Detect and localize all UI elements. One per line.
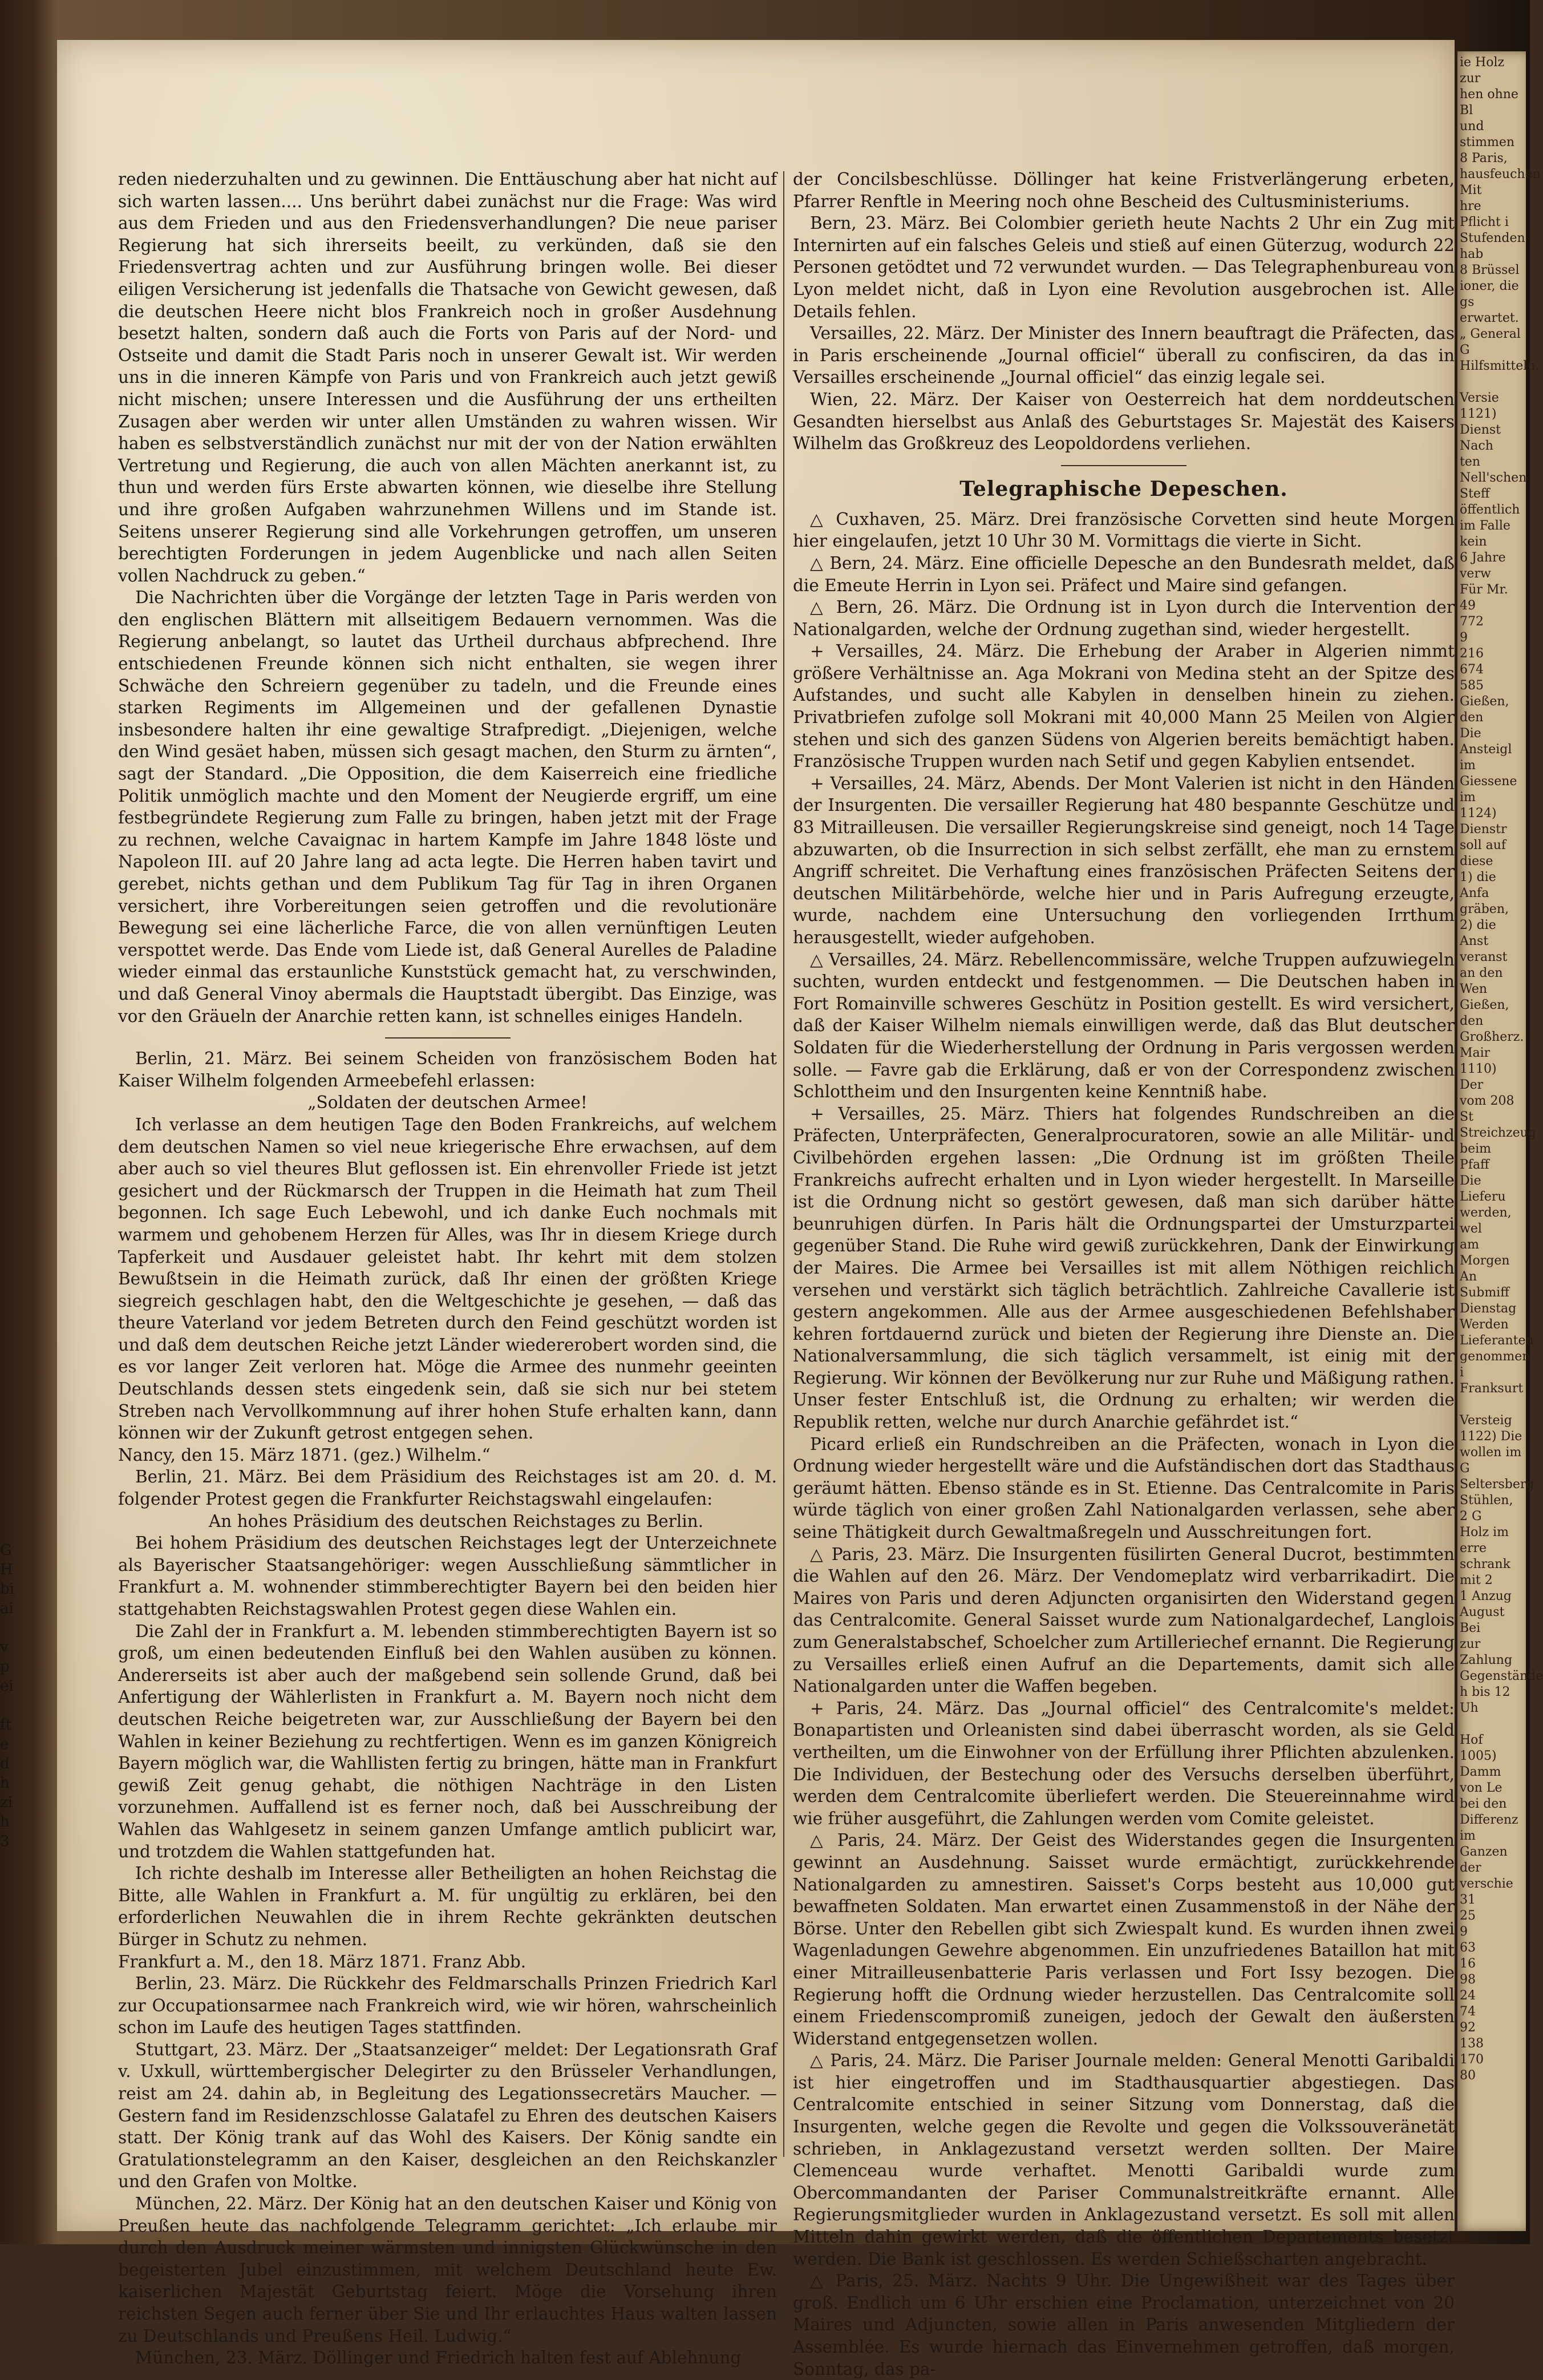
telegram-1: △ Cuxhaven, 25. März. Drei französische Corvetten sind heute Morgen hier eingelaufen, jetzt 10 Uhr 30 M. Vormittags die vierte in Sicht. [793, 509, 1455, 551]
army-order-text: Ich verlasse an dem heutigen Tage den Boden Frankreichs, auf welchem dem deutschen Namen so viel neue kriegerische Ehre erwachsen, auf dem aber auch so viel theures Blut geflossen ist. Ein ehrenvoller Friede ist jetzt gesichert und der Rückmarsch der Truppen in die Heimath hat zum Theil begonnen. Ich sage Euch Lebewohl, und ich danke Euch nochmals mit warmem und gehobenem Herzen für Alles, was Ihr in diesem Kriege durch Tapferkeit und Ausdauer geleistet habt. Ihr kehrt mit dem stolzen Bewußtsein in die Heimath zurück, daß Ihr einen der größten Kriege siegreich geschlagen habt, den die Weltgeschichte je gesehen, — daß das theure Vaterland vor jedem Betreten durch den Feind geschützt worden ist und daß dem deutschen Reiche jetzt Länder wiedererobert worden sind, die es vor langer Zeit verloren hat. Möge die Armee des nunmehr geeinten Deutschlands dessen stets eingedenk sein, daß sie sich nur bei stetem Streben nach Vervollkommnung auf ihrer hohen Stufe erhalten kann, dann können wir der Zukunft getrost entgegen sehen. [118, 1114, 777, 1443]
telegram-5: + Versailles, 24. März, Abends. Der Mont Valerien ist nicht in den Händen der Insurgenten. Die versailler Regierung hat 480 bespannte Geschütze und 83 Mitrailleusen. Die versailler Regierungskreise sind geneigt, noch 14 Tage abzuwarten, ob die Insurrection in sich selbst zerfällt, ehe man zu ernstem Angriff schreitet. Die Verhaftung eines französischen Präfecten Seitens der deutschen Militärbehörde, welche hier und in Paris Aufregung erzeugte, wurde, nachdem eine Untersuchung den vorliegenden Irrthum herausgestellt, wieder aufgehoben. [793, 773, 1455, 947]
protest-request: Ich richte deshalb im Interesse aller Betheiligten an hohen Reichstag die Bitte, alle Wahlen in Frankfurt a. M. für ungültig zu erklären, bei den erforderlichen Neuwahlen die in ihrem Rechte gekränkten deutschen Bürger in Schutz zu nehmen. [118, 1864, 777, 1949]
army-order-title: „Soldaten der deutschen Armee! [307, 1093, 588, 1113]
right-paragraph-1: der Concilsbeschlüsse. Döllinger hat keine Fristverlängerung erbeten, Pfarrer Renftle in Meering noch ohne Bescheid des Cultusministeriums. [793, 169, 1455, 211]
left-paragraph-1: reden niederzuhalten und zu gewinnen. Die Enttäuschung aber hat nicht auf sich warten lassen.... Uns berührt dabei zunächst nur die Frage: Was wird aus dem Frieden und aus den Friedensverhandlungen? Die neue pariser Regierung hat sich ihrerseits beeilt, zu verkünden, daß sie den Friedensvertrag achten und zur Ausführung bringen wolle. Bei dieser eiligen Versicherung ist jedenfalls die Thatsache von Gewicht gewesen, daß die deutschen Heere nicht blos Frankreich noch in großer Ausdehnung besetzt halten, sondern daß auch die Forts von Paris auf der Nord- und Ostseite und damit die Stadt Paris noch in unserer Gewalt ist. Wir werden uns in die inneren Kämpfe von Paris und von Frankreich auch jetzt gewiß nicht mischen; unsere Interessen und die Ausführung der uns ertheilten Zusagen aber werden wir unter allen Umständen zu wahren wissen. Wir haben es selbstverständlich zunächst nur mit der von der Nation erwählten Vertretung und Regierung, die auch von allen Mächten anerkannt ist, zu thun und werden fürs Erste abwarten können, wie dieselbe ihre Stellung und ihre großen Aufgaben wahrzunehmen Willens und im Stande ist. Seitens unserer Regierung sind alle Vorkehrungen getroffen, um unseren berechtigten Forderungen in jedem Augenblicke und nach allen Seiten vollen Nachdruck zu geben.“ [118, 169, 777, 585]
protest-signature: Frankfurt a. M., den 18. März 1871. Franz Abb. [118, 1951, 527, 1971]
left-edge-fragments: G H bi ai v p ei ft e d h zi h 3 [0, 1542, 14, 1850]
adjacent-page-strip [1457, 51, 1543, 2231]
protest-intro: Berlin, 21. März. Bei dem Präsidium des Reichstages ist am 20. d. M. folgender Protest gegen die Frankfurter Reichstagswahl eingelaufen: [118, 1467, 777, 1509]
protest-body: Die Zahl der in Frankfurt a. M. lebenden stimmberechtigten Bayern ist so groß, um einen bedeutenden Einfluß bei den Wahlen ausüben zu können. Andererseits ist aber auch der maßgebend sein sollende Grund, daß bei Anfertigung der Wählerlisten in Frankfurt a. M. Bayern noch nicht dem deutschen Reiche beigetreten war, zur Ausschließung der Bayern bei den Wahlen in keiner Beziehung zu rechtfertigen. Wenn es im ganzen Königreich Bayern möglich war, die Wahllisten fertig zu bringen, hätte man in Frankfurt gewiß Zeit genug gehabt, die nöthigen Nachträge in den Listen vorzunehmen. Auffallend ist es ferner noch, daß bei Ausschreibung der Wahlen das Wahlgesetz in seinem ganzen Umfange amtlich publicirt war, und trotzdem die Wahlen stattgefunden hat. [118, 1621, 777, 1861]
right-paragraph-bern: Bern, 23. März. Bei Colombier gerieth heute Nachts 2 Uhr ein Zug mit Internirten auf ein falsches Geleis und stieß auf einen Güterzug, wodurch 22 Personen getödtet und 72 verwundet wurden. — Das Telegraphenbureau von Lyon meldet nicht, daß in Lyon eine Revolution ausgebrochen ist. Alle Details fehlen. [793, 213, 1455, 321]
column-rule [783, 171, 784, 2157]
berlin-army-order-intro: Berlin, 21. März. Bei seinem Scheiden von französischem Boden hat Kaiser Wilhelm folgenden Armeebefehl erlassen: [118, 1049, 777, 1090]
protest-text: Bei hohem Präsidium des deutschen Reichstages legt der Unterzeichnete als Bayerischer Staatsangehöriger: wegen Ausschließung sämmtlicher in Frankfurt a. M. wohnender stimmberechtigter Bayern bei den beiden hier stattgehabten Reichstagswahlen Protest gegen diese Wahlen ein. [118, 1533, 777, 1619]
right-paragraph-wien: Wien, 22. März. Der Kaiser von Oesterreich hat dem norddeutschen Gesandten hierselbst aus Anlaß des Geburtstages Sr. Majestät des Kaisers Wilhelm das Großkreuz des Leopoldordens verliehen. [793, 389, 1455, 454]
telegram-10: + Paris, 24. März. Das „Journal officiel“ des Centralcomite's meldet: Bonapartisten und Orleanisten sind dabei überrascht worden, als sie Geld vertheilten, um die Einwohner von der Erfüllung ihrer Pflichten abzulenken. Die Individuen, der Bestechung oder des Versuchs derselben überführt, werden dem Centralcomite überliefert werden. Die Steuereinnahme wird wie früher ausgeführt, die Zahlungen werden vom Comite geleistet. [793, 1698, 1455, 1828]
right-paragraph-versailles: Versailles, 22. März. Der Minister des Innern beauftragt die Präfecten, das in Paris erscheinende „Journal officiel“ überall zu confisciren, da das in Versailles erscheinende „Journal officiel“ das einzig legale sei. [793, 324, 1455, 387]
telegram-13: △ Paris, 25. März. Nachts 9 Uhr. Die Ungewißheit war des Tages über groß. Endlich um 6 Uhr erschien eine Proclamation, unterzeichnet von 20 Maires und Adjuncten, sowie allen in Paris anwesenden Mitgliedern der Assemblée. Es wurde hiernach das Einvernehmen getroffen, daß morgen, Sonntag, das pa- [793, 2271, 1455, 2379]
telegram-2: △ Bern, 24. März. Eine officielle Depesche an den Bundesrath meldet, daß die Emeute Herrin in Lyon sei. Präfect und Maire sind gefangen. [793, 553, 1455, 595]
telegram-12: △ Paris, 24. März. Die Pariser Journale melden: General Menotti Garibaldi ist hier eingetroffen und im Stadthausquartier abgestiegen. Das Centralcomite entschied in seiner Sitzung vom Donnerstag, daß die Insurgenten, welche gegen die Revolte und gegen die Volkssouveränetät schrieben, in Anklagezustand versetzt werden sollten. Der Maire Clemenceau wurde verhaftet. Menotti Garibaldi wurde zum Obercommandanten der Pariser Communalstreitkräfte ernannt. Alle Regierungsmitglieder wurden in Anklagezustand versetzt. Es soll mit allen Mitteln dahin gewirkt werden, daß die öffentlichen Departements besetzt werden. Die Bank ist geschlossen. Es werden Schießscharten angebracht. [793, 2051, 1455, 2269]
news-berlin-23: Berlin, 23. März. Die Rückkehr des Feldmarschalls Prinzen Friedrich Karl zur Occupationsarmee nach Frankreich wird, wie wir hören, wahrscheinlich schon im Laufe des heutigen Tages stattfinden. [118, 1974, 777, 2038]
left-column [118, 168, 777, 2368]
telegram-8: Picard erließ ein Rundschreiben an die Präfecten, wonach in Lyon die Ordnung wieder hergestellt wäre und die Aufständischen dort das Stadthaus geräumt hätten. Ebenso stände es in St. Etienne. Das Centralcomite in Paris würde täglich von einer großen Zahl Nationalgarden verlassen, sehe aber seine Thätigkeit durch Gewaltmaßregeln und Ausschreitungen fort. [793, 1434, 1455, 1542]
left-paragraph-2: Die Nachrichten über die Vorgänge der letzten Tage in Paris werden von den englischen Blättern mit allseitigem Bedauern vernommen. Was die Regierung anbelangt, so lautet das Urtheil durchaus abfprechend. Ihre entschiedenen Freunde können sich nicht enthalten, sie wegen ihrer Schwäche den Schreiern gegenüber zu tadeln, und die Freunde eines starken Regiments im Allgemeinen und der gefallenen Dynastie insbesondere halten ihr eine gewaltige Strafpredigt. „Diejenigen, welche den Wind gesäet haben, müssen sich gesagt machen, den Sturm zu ärnten“, sagt der Standard. „Die Opposition, die dem Kaiserreich eine friedliche Politik unmöglich machte und den Moment der Neugierde ergriff, um eine festbegründete Regierung zum Falle zu bringen, haben jetzt mit der Frage zu rechnen, welche Cavaignac in hartem Kampfe im Jahre 1848 löste und Napoleon III. auf 20 Jahre lang ad acta legte. Die Herren haben tavirt und gerebet, nichts gethan und dem Publikum Tag für Tag in ihren Organen versichert, ihre Vorbereitungen seien getroffen und die revolutionäre Bewegung sei eine lächerliche Farce, die von allen vernünftigen Leuten verspottet werde. Das Ende vom Liede ist, daß General Aurelles de Paladine wieder einmal das erstaunliche Kunststück gemacht hat, zu verschwinden, und daß General Vinoy abermals die Hauptstadt übergibt. Das Einzige, was vor den Gräueln der Anarchie retten kann, ist schnelles einiges Handeln. [118, 588, 777, 1026]
telegram-11: △ Paris, 24. März. Der Geist des Widerstandes gegen die Insurgenten gewinnt an Ausdehnung. Saisset wurde ermächtigt, zurückkehrende Nationalgarden zu amnestiren. Saisset's Corps besteht aus 10,000 gut bewaffneten Soldaten. Man erwartet einen Zusammenstoß in der Nähe der Börse. Unter den Rebellen gibt sich Zwiespalt kund. Es wurden ihnen zwei Wagenladungen Gewehre abgenommen. Ein unzufriedenes Bataillon hat mit einer Mitrailleusenbatterie Paris verlassen und Fort Issy bezogen. Die Regierung hofft die Ordnung wieder herzustellen. Das Centralcomite soll einem Friedenscompromiß zuneigen, jedoch der Gewalt den äußersten Widerstand entgegensetzen wollen. [793, 1831, 1455, 2048]
section-title-telegrams: Telegraphische Depeschen. [959, 476, 1288, 501]
section-divider-right [1061, 465, 1186, 466]
section-divider [385, 1037, 511, 1039]
right-column [793, 168, 1455, 2379]
news-stuttgart-23: Stuttgart, 23. März. Der „Staatsanzeiger“ meldet: Der Legationsrath Graf v. Uxkull, württembergischer Delegirter zu den Brüsseler Verhandlungen, reist am 24. dahin ab, in Begleitung des Legationssecretärs Maucher. — Gestern fand im Residenzschlosse Galatafel zu Ehren des deutschen Kaisers statt. Der König trank auf das Wohl des Kaisers. Der König sandte ein Gratulationstelegramm an den Kaiser, desgleichen an den Reichskanzler und den Grafen von Moltke. [118, 2039, 777, 2192]
army-order-signature: Nancy, den 15. März 1871. (gez.) Wilhelm.“ [118, 1445, 491, 1465]
telegram-7: + Versailles, 25. März. Thiers hat folgendes Rundschreiben an die Präfecten, Unterpräfecten, Generalprocuratoren, sowie an alle Militär- und Civilbehörden ergehen lassen: „Die Ordnung ist im größten Theile Frankreichs aufrecht erhalten und in Lyon wieder hergestellt. In Marseille ist die Ordnung nicht so gestört gewesen, daß man sich darüber hätte beunruhigen dürfen. In Paris hält die Ordnungspartei der Umsturzpartei gegenüber Stand. Die Ruhe wird gewiß zurückkehren, Dank der Einwirkung der Maires. Die Armee bei Versailles ist mit allem Nöthigen reichlich versehen und verstärkt sich täglich beträchtlich. Zahlreiche Cavallerie ist gestern angekommen. Alle aus der Armee ausgeschiedenen Befehlshaber kehren fortdauernd zurück und bieten der Regierung ihre Dienste an. Die Nationalversammlung, die sich täglich versammelt, ist einig mit der Regierung. Wir können der Bevölkerung nur zur Ruhe und Mäßigung rathen. Unser fester Entschluß ist, die Ordnung zu erhalten; wir werden die Republik retten, welche nur durch Anarchie gefährdet ist.“ [793, 1104, 1455, 1432]
telegram-4: + Versailles, 24. März. Die Erhebung der Araber in Algerien nimmt größere Verhältnisse an. Aga Mokrani von Medina steht an der Spitze des Aufstandes, und sucht alle Kabylen in denselben hinein zu ziehen. Privatbriefen zufolge soll Mokrani mit 40,000 Mann 25 Meilen von Algier stehen und sich des ganzen Südens von Algerien bereits bemächtigt haben. Französische Truppen wurden nach Setif und gegen Kabylien entsendet. [793, 641, 1455, 771]
telegram-6: △ Versailles, 24. März. Rebellencommissäre, welche Truppen aufzuwiegeln suchten, wurden entdeckt und festgenommen. — Die Deutschen haben in Fort Romainville schweres Geschütz in Position gestellt. Es wird versichert, daß der Kaiser Wilhelm niemals einwilligen werde, daß das Blut deutscher Soldaten für die Wiederherstellung der Ordnung in Paris vergossen werden solle. — Favre gab die Erklärung, daß er von der Correspondenz zwischen Schlottheim und den Insurgenten keine Kenntniß habe. [793, 949, 1455, 1102]
news-muenchen-22: München, 22. März. Der König hat an den deutschen Kaiser und König von Preußen heute das nachfolgende Telegramm gerichtet: „Ich erlaube mir durch den Ausdruck meiner wärmsten und innigsten Glückwünsche in den begeisterten Jubel einzustimmen, mit welchem Deutschland heute Ew. kaiserlichen Majestät Geburtstag feiert. Möge die Vorsehung ihren reichsten Segen auch ferner über Sie und Ihr erlauchtes Haus walten lassen zu Deutschlands und Preußens Heil. Ludwig.“ [118, 2194, 777, 2346]
telegram-3: △ Bern, 26. März. Die Ordnung ist in Lyon durch die Intervention der Nationalgarden, welche der Ordnung zugethan sind, wieder hergestellt. [793, 597, 1455, 639]
protest-address: An hohes Präsidium des deutschen Reichstages zu Berlin. [208, 1511, 704, 1531]
telegram-9: △ Paris, 23. März. Die Insurgenten füsilirten General Ducrot, bestimmten die Wahlen auf den 26. März. Der Vendomeplatz wird verbarrikadirt. Die Maires von Paris und deren Adjuncten organisirten den Widerstand gegen das Centralcomite. General Saisset wurde zum Nationalgardechef, Langlois zum Generalstabschef, Schoelcher zum Artilleriechef ernannt. Die Regierung zu Versailles erließ einen Aufruf an die Departements, damit sich alle Nationalgarden unter die Waffen begeben. [793, 1544, 1455, 1696]
news-muenchen-23: München, 23. März. Döllinger und Friedrich halten fest auf Ablehnung [135, 2348, 742, 2368]
adjacent-page-fragments: ie Holz zur hen ohne Bl und stimmen 8 Paris, hausfeuchen Mit hre Pflicht i Stufenden hab 8 Brüssel ioner, die gs erwartet. „ General G Hilfsmitteln. Versie 1121) Dienst Nach ten Nell'schen Steff öffentlich im Falle kein 6 Jahre verw Für Mr. 49 772 9 216 674 585 Gießen, den Die Ansteigl im Giessene im 1124) Dienstr soll auf diese 1) die Anfa gräben, 2) die Anst veranst an den Wen Gießen, den Großherz. Mair 1110) Der vom 208 St Streichzeug beim Pfaff Die Lieferu werden, wel am Morgen An Submiff Dienstag Werden Lieferanten genommen i Franksurt Versteig 1122) Die wollen im G Seltersberg Stühlen, 2 G Holz im erre schrank mit 2 1 Anzug August Bei zur Zahlung Gegenstände h bis 12 Uh Hof 1005) Damm von Le bei den Differenz im Ganzen der verschie 31 25 9 63 16 98 24 74 92 138 170 80 [1460, 55, 1543, 2083]
